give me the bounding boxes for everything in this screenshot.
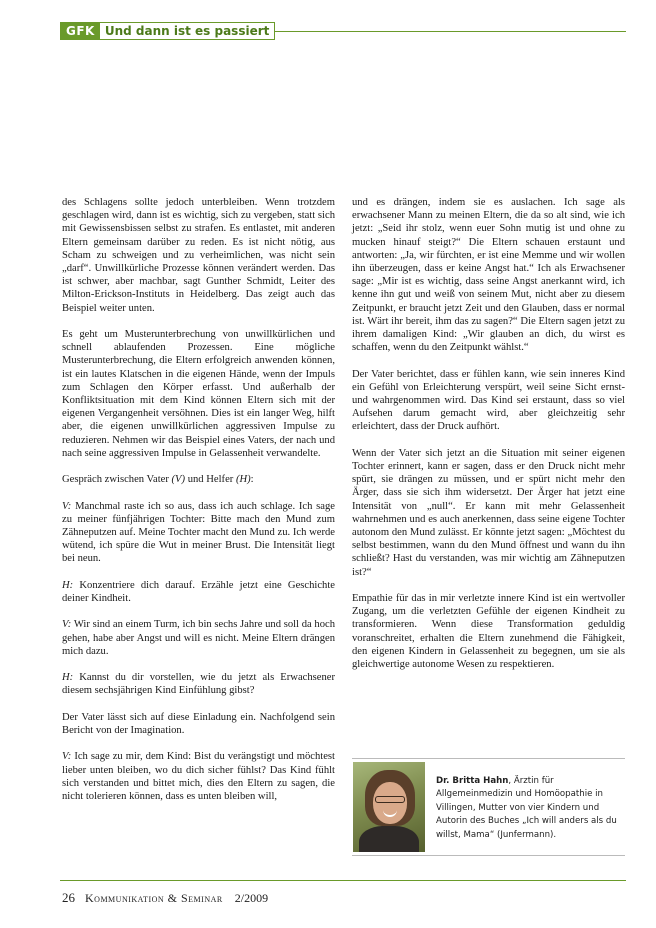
photo-body — [359, 826, 419, 852]
author-photo — [353, 762, 425, 852]
dialog-line — [62, 500, 335, 566]
dialog-text: Ich sage zu mir, dem Kind: Bist du verängstigt und möchtest lieber unten bleiben, wo du dich sicher fühlst? Das Kind fühlt sich verstanden und bittet mich, dies den Eltern zu sagen, die nicht tolerieren können, dass es unten bleiben will, — [62, 751, 335, 803]
speaker: V: — [62, 751, 72, 763]
author-bio — [436, 775, 622, 842]
author-description: , Ärztin für Allgemeinmedizin und Homöopathie in Villingen, Mutter von vier Kindern und Autorin des Buches „Ich will anders als du willst, Mama“ (Junfermann). — [436, 776, 617, 840]
speaker: V: — [62, 619, 72, 631]
right-column — [352, 196, 625, 684]
speaker: H: — [62, 579, 74, 591]
dialog-intro-h: (H) — [235, 474, 251, 486]
dialog-text: Konzentriere dich darauf. Erzähle jetzt eine Geschichte deiner Kindheit. — [62, 579, 335, 605]
dialog-line — [62, 579, 335, 605]
author-name: Dr. Britta Hahn — [436, 776, 509, 786]
dialog-line — [62, 618, 335, 658]
speaker: H: — [62, 672, 74, 684]
dialog-line — [62, 750, 335, 803]
dialog-text: Kannst du dir vorstellen, wie du jetzt als Erwachsener diesem sechsjährigen Kind Einfühlung gibst? — [62, 672, 335, 697]
dialog-text: Wir sind an einem Turm, ich bin sechs Jahre und soll da hoch gehen, habe aber Angst und will es nicht. Meine Eltern drängen mich dazu. — [62, 619, 335, 657]
dialog-intro-text: : — [250, 474, 254, 486]
page-footer — [62, 890, 268, 906]
dialog-intro-v: (V) — [171, 474, 186, 486]
paragraph: des Schlagens sollte jedoch unterbleiben. Wenn trotzdem geschlagen wird, dann ist es wichtig, sich zu vergeben, statt sich mit Gewissensbissen selbst zu strafen. Es entlastet, mit anderen Eltern gemeinsam darüber zu reden. Es ist nicht nötig, aus Scham zu schweigen und zu verheimlichen, was nicht sein „darf“. Unwillkürliche Prozesse können verändert werden. Das ist schwer, aber machbar, sagt Gunther Schmidt, Leiter des Milton-Erickson-Instituts in Heidelberg. Das zeigt auch das Beispiel weiter unten. — [62, 197, 335, 314]
paragraph: Empathie für das in mir verletzte innere Kind ist ein wertvoller Zugang, um die verletzten Gefühle der eigenen Kindheit zu transformieren. Wenn diese Transformation geduldig voranschreitet, erhalten die Eltern zunehmend die Fähigkeit, den eigenen Kindern in Gelassenheit zu begegnen, um sie als gleichwertige autonome Wesen zu respektieren. — [352, 593, 625, 671]
paragraph: Der Vater berichtet, dass er fühlen kann, wie sein inneres Kind ein Gefühl von Erleichterung verspürt, weil seine Sicht ernst- und wahrgenommen wird. Das Kind sei erstaunt, dass so viel Aufsehen darum gemacht wird, aber gleichzeitig sehr erleichtert, dass der Druck aufhört. — [352, 368, 625, 433]
speaker: V: — [62, 500, 72, 512]
footer-rule — [60, 880, 626, 881]
dialog-text: Manchmal raste ich so aus, dass ich auch schlage. Ich sage zu meiner fünfjährigen Tochter: Bitte mach den Mund zum Zähneputzen auf. Meine Tochter macht den Mund zu. Ich werde wütend, ich spüre die Wut in meiner Brust. Die Intensität liegt bei neun. — [62, 500, 335, 565]
paragraph: Der Vater lässt sich auf diese Einladung ein. Nachfolgend sein Bericht von der Imagination. — [62, 711, 335, 737]
paragraph: Wenn der Vater sich jetzt an die Situation mit seiner eigenen Tochter erinnert, kann er sagen, dass er den Druck nicht mehr spürt, sie drängen zu müssen, und er spürt nicht mehr den Ärger, dass sie sich ihm widersetzt. Der Ärger hat jetzt eine Intensität von „null“. Er kann mit mehr Gelassenheit wahrnehmen und es auch anerkennen, dass seine eigene Tochter autonom den Mund zulässt. Er könnte jetzt sagen: „Möchtest du selbst bestimmen, wann du den Mund öffnest und wann du ihn schließt? Hast du verstanden, was mir wichtig am Zähneputzen ist?“ — [352, 447, 625, 578]
header-title: Und dann ist es passiert — [100, 23, 275, 39]
left-column — [62, 196, 335, 816]
dialog-intro — [62, 473, 335, 486]
paragraph: Es geht um Musterunterbrechung von unwillkürlichen und schnell ablaufenden Prozessen. Eine mögliche Musterunterbrechung, die Eltern erfolgreich anwenden können, ist ein lautes Klatschen in die eigenen Hände, wenn der Impuls zum Schlagen den Körper erfasst. Und außerhalb der Konfliktsituation mit dem Kind können Eltern sich mit der eigenen Vergangenheit versöhnen. Dies ist ein langer Weg, hilft aber, die eigenen unwillkürlichen aggressiven Impulse zu reduzieren. Nehmen wir das Beispiel eines Vaters, der nach und nach seine aggressiven Impulse in Gelassenheit verwandelte. — [62, 329, 335, 459]
issue-number: 2/2009 — [234, 891, 269, 905]
page-header — [60, 22, 626, 40]
dialog-intro-text: und Helfer — [185, 474, 236, 486]
dialog-line — [62, 671, 335, 697]
magazine-name: Kommunikation & Seminar — [85, 891, 223, 905]
paragraph: und es drängen, indem sie es auslachen. Ich sage als erwachsener Mann zu meinen Eltern, die da so alt sind, wie ich jetzt: „Seid ihr stolz, wenn euer Sohn mutig ist und ohne zu mucken hinauf steigt?“ Die Eltern schauen erstaunt und antworten: „Ja, wir fürchten, er ist eine Memme und wir wollen ihn überzeugen, dass er keine Angst hat.“ Ich als Erwachsener sage: „Mir ist es wichtig, dass seine Angst anerkannt wird, ich kenne ihn gut und weiß von seinem Mut, nicht aber zu diesem Zeitpunkt, er braucht jetzt Zeit und den Glauben, dass er normal ist. Wärt ihr bereit, ihm das zu sagen?“ Die Eltern sagen jetzt zu ihrem damaligen Kind: „Wir glauben an dich, du wirst es schaffen, wenn du den Zeitpunkt wählst.“ — [352, 197, 625, 354]
photo-face — [373, 782, 407, 824]
header-tag: GFK — [61, 23, 100, 39]
photo-glasses — [375, 796, 405, 803]
dialog-intro-text: Gespräch zwischen Vater — [62, 474, 172, 486]
header-label — [60, 22, 275, 40]
author-bio-box — [352, 758, 625, 856]
page-number: 26 — [62, 890, 75, 905]
